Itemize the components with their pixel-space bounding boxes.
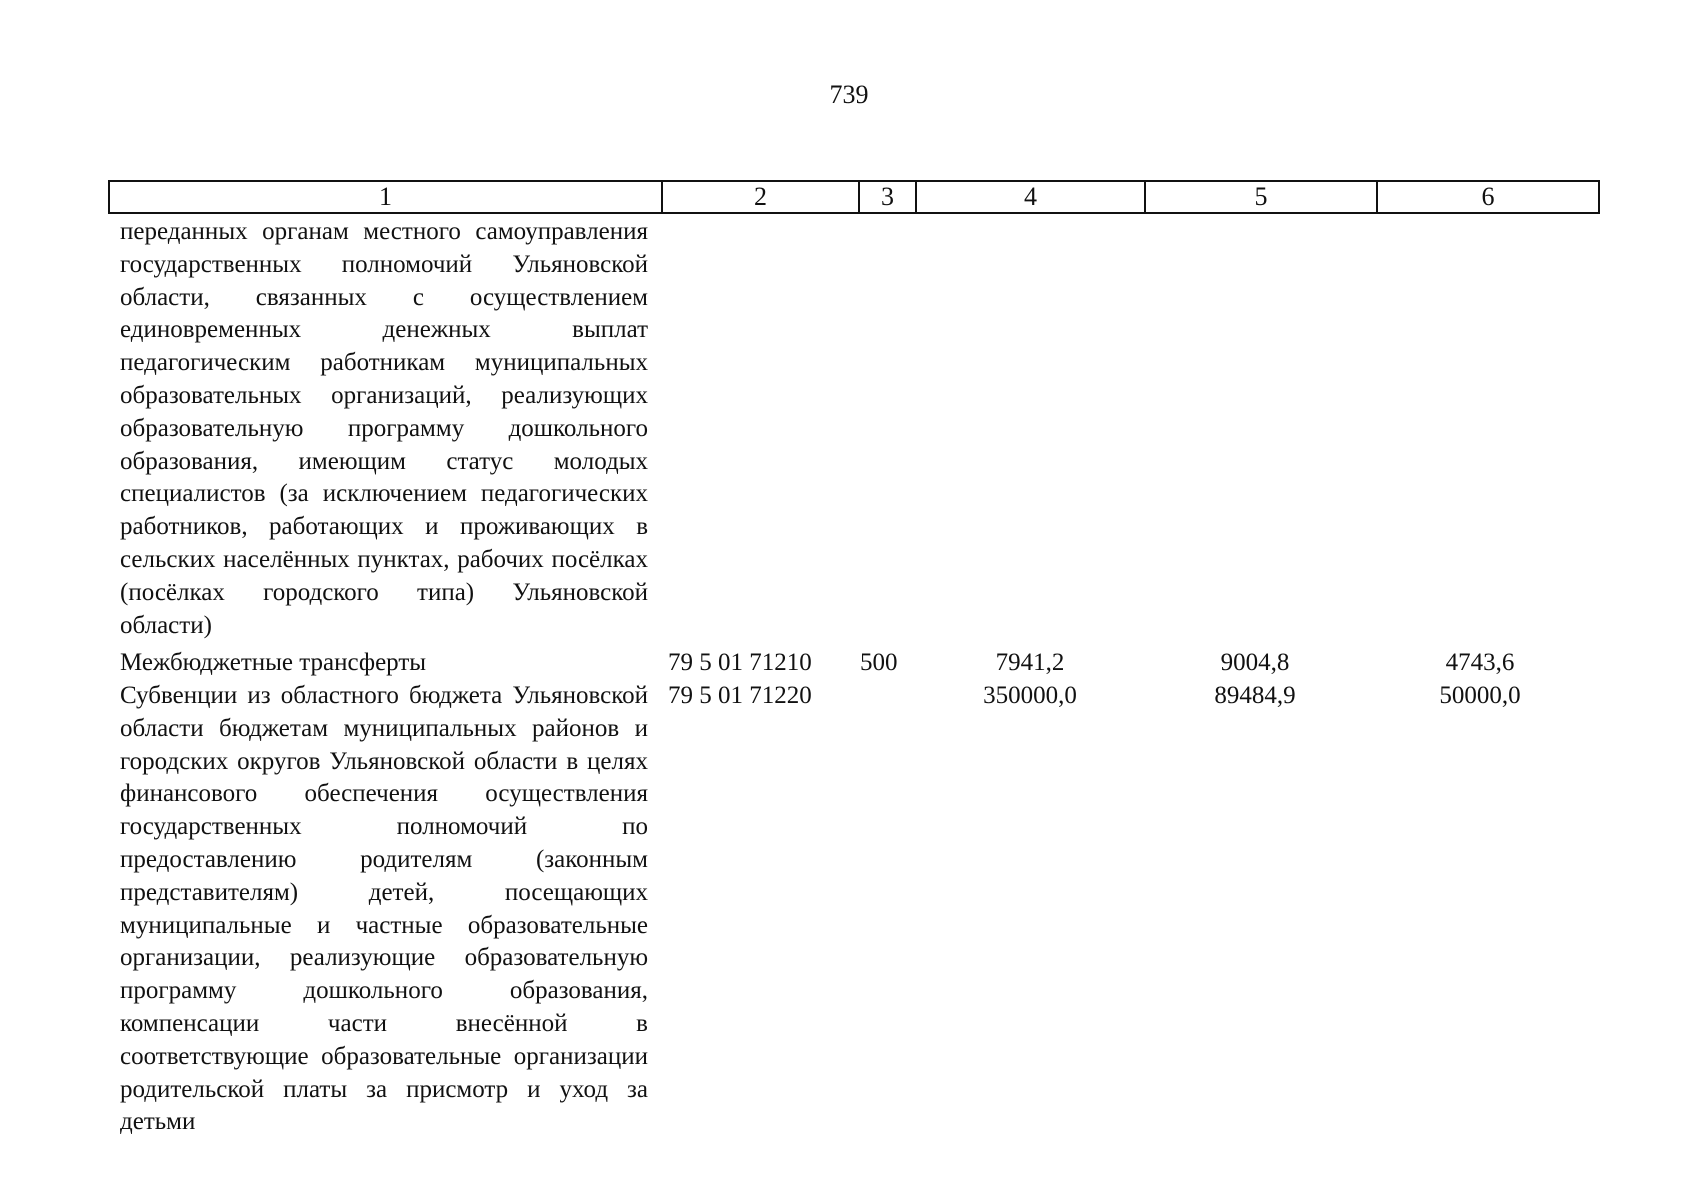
row-code: 79 5 01 71210 [668, 649, 812, 676]
row-description: Субвенции из областного бюджета Ульяновской области бюджетам муниципальных районов и городских округов Ульяновской области в целях финансового обеспечения осуществления государственных полномочий по предоставлению родителям (законным представителям) детей, посещающих муниципальные и частные образовательные организации, реализующие образовательную программу дошкольного образования, компенсации части внесённой в соответствующие образовательные организации родительской платы за присмотр и уход за детьми [120, 682, 648, 1136]
column-header-6: 6 [1377, 181, 1599, 213]
row-type: 500 [860, 649, 898, 676]
column-header-1: 1 [109, 181, 662, 213]
row-value-4: 7941,2 [995, 649, 1065, 676]
column-header-5: 5 [1145, 181, 1377, 213]
row-description: Межбюджетные трансферты [120, 649, 427, 676]
row-value-4: 350000,0 [983, 682, 1077, 709]
column-header-4: 4 [916, 181, 1145, 213]
column-header-table [108, 180, 1600, 214]
page-number: 739 [829, 80, 869, 109]
column-header-row [109, 181, 1599, 213]
row-description: переданных органам местного самоуправления государственных полномочий Ульяновской области, связанных с осуществлением единовременных денежных выплат педагогическим работникам муниципальных образовательных организаций, реализующих образовательную программу дошкольного образования, имеющим статус молодых специалистов (за исключением педагогических работников, работающих и проживающих в сельских населённых пунктах, рабочих посёлках (посёлках городского типа) Ульяновской области) [120, 218, 648, 639]
column-header-3: 3 [859, 181, 916, 213]
row-value-5: 9004,8 [1220, 649, 1290, 676]
row-value-6: 4743,6 [1445, 649, 1515, 676]
column-header-2: 2 [662, 181, 859, 213]
row-code: 79 5 01 71220 [668, 682, 812, 709]
row-value-5: 89484,9 [1214, 682, 1296, 709]
row-value-6: 50000,0 [1439, 682, 1521, 709]
